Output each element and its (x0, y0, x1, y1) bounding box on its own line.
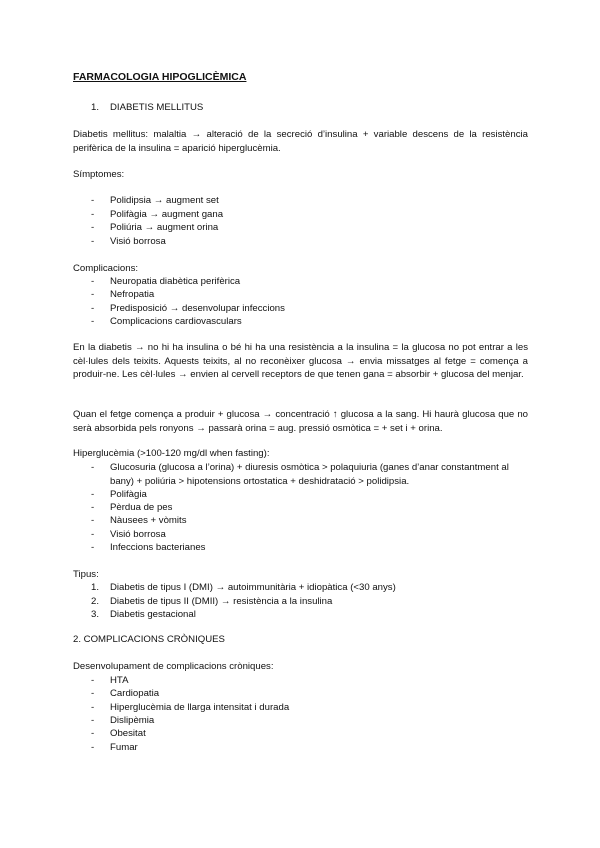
bullet: - (91, 209, 95, 220)
bullet: - (91, 529, 95, 540)
symptom-item: Visió borrosa (110, 236, 166, 247)
bullet: - (91, 489, 95, 500)
bullet: - (91, 702, 95, 713)
bullet: - (91, 195, 95, 206)
chronic-item: Dislipèmia (110, 715, 155, 726)
complication-item: Neuropatia diabètica perifèrica (110, 276, 241, 287)
symptom-item: Polifàgia → augment gana (110, 209, 224, 220)
type-number: 1. (91, 582, 100, 593)
liver-paragraph: Quan el fetge comença a produir + glucosa → concentració ↑ glucosa a la sang. Hi haurà glucosa que no serà absorbida pels ronyons → passarà orina = aug. pressió osmòtica = + set i + orina. (73, 409, 528, 434)
hyperglycemia-item: Polifàgia (110, 489, 147, 500)
symptoms-heading: Símptomes: (73, 169, 125, 180)
hyperglycemia-item: Visió borrosa (110, 529, 166, 540)
bullet: - (91, 688, 95, 699)
types-heading: Tipus: (73, 569, 99, 580)
type-item: Diabetis de tipus II (DMII) → resistència a la insulina (110, 596, 333, 607)
bullet: - (91, 222, 95, 233)
section-1-number: 1. (91, 102, 100, 113)
bullet: - (91, 289, 95, 300)
document-title: FARMACOLOGIA HIPOGLICÈMICA (73, 71, 247, 83)
symptom-item: Poliúria → augment orina (110, 222, 219, 233)
chronic-item: Fumar (110, 742, 138, 753)
symptom-item: Polidipsia → augment set (110, 195, 219, 206)
hyperglycemia-item: Pèrdua de pes (110, 502, 173, 513)
chronic-heading: Desenvolupament de complicacions cròniques: (73, 661, 274, 672)
bullet: - (91, 276, 95, 287)
bullet: - (91, 462, 95, 473)
hyperglycemia-item: Nàusees + vòmits (110, 515, 187, 526)
complication-item: Nefropatia (110, 289, 155, 300)
hyperglycemia-item: Glucosuria (glucosa a l’orina) + diuresis osmòtica > polaquiuria (ganes d’anar constantment al bany) + poliúria > hipotensions ortostatica + deshidratació > polidipsia. (110, 462, 509, 487)
bullet: - (91, 303, 95, 314)
bullet: - (91, 742, 95, 753)
bullet: - (91, 316, 95, 327)
chronic-item: Cardiopatia (110, 688, 160, 699)
chronic-item: HTA (110, 675, 129, 686)
complications-heading: Complicacions: (73, 263, 139, 274)
hyperglycemia-heading: Hiperglucèmia (>100-120 mg/dl when fasting): (73, 448, 270, 459)
type-number: 3. (91, 609, 100, 620)
diabetes-paragraph: En la diabetis → no hi ha insulina o bé hi ha una resistència a la insulina = la glucosa no pot entrar a les cèl·lules dels teixits. Aquests teixits, al no reconèixer glucosa → envia missatges al fetge = comença a produir-ne. Les cèl·lules → envien al cervell receptors de que tenen gana = absorbir + glucosa del menjar. (73, 342, 528, 380)
bullet: - (91, 542, 95, 553)
section-2-heading: 2. COMPLICACIONS CRÒNIQUES (73, 634, 225, 645)
bullet: - (91, 502, 95, 513)
chronic-item: Obesitat (110, 728, 146, 739)
hyperglycemia-item: Infeccions bacterianes (110, 542, 206, 553)
bullet: - (91, 675, 95, 686)
type-item: Diabetis de tipus I (DMI) → autoimmunitària + idiopàtica (<30 anys) (110, 582, 396, 593)
complication-item: Predisposició → desenvolupar infeccions (110, 303, 285, 314)
chronic-item: Hiperglucèmia de llarga intensitat i durada (110, 702, 290, 713)
bullet: - (91, 715, 95, 726)
complication-item: Complicacions cardiovasculars (110, 316, 242, 327)
bullet: - (91, 728, 95, 739)
intro-paragraph: Diabetis mellitus: malaltia → alteració de la secreció d’insulina + variable descens de la resistència perifèrica de la insulina = aparició hiperglucèmia. (73, 129, 528, 154)
bullet: - (91, 515, 95, 526)
section-1-heading: DIABETIS MELLITUS (110, 102, 204, 113)
bullet: - (91, 236, 95, 247)
type-item: Diabetis gestacional (110, 609, 196, 620)
type-number: 2. (91, 596, 100, 607)
